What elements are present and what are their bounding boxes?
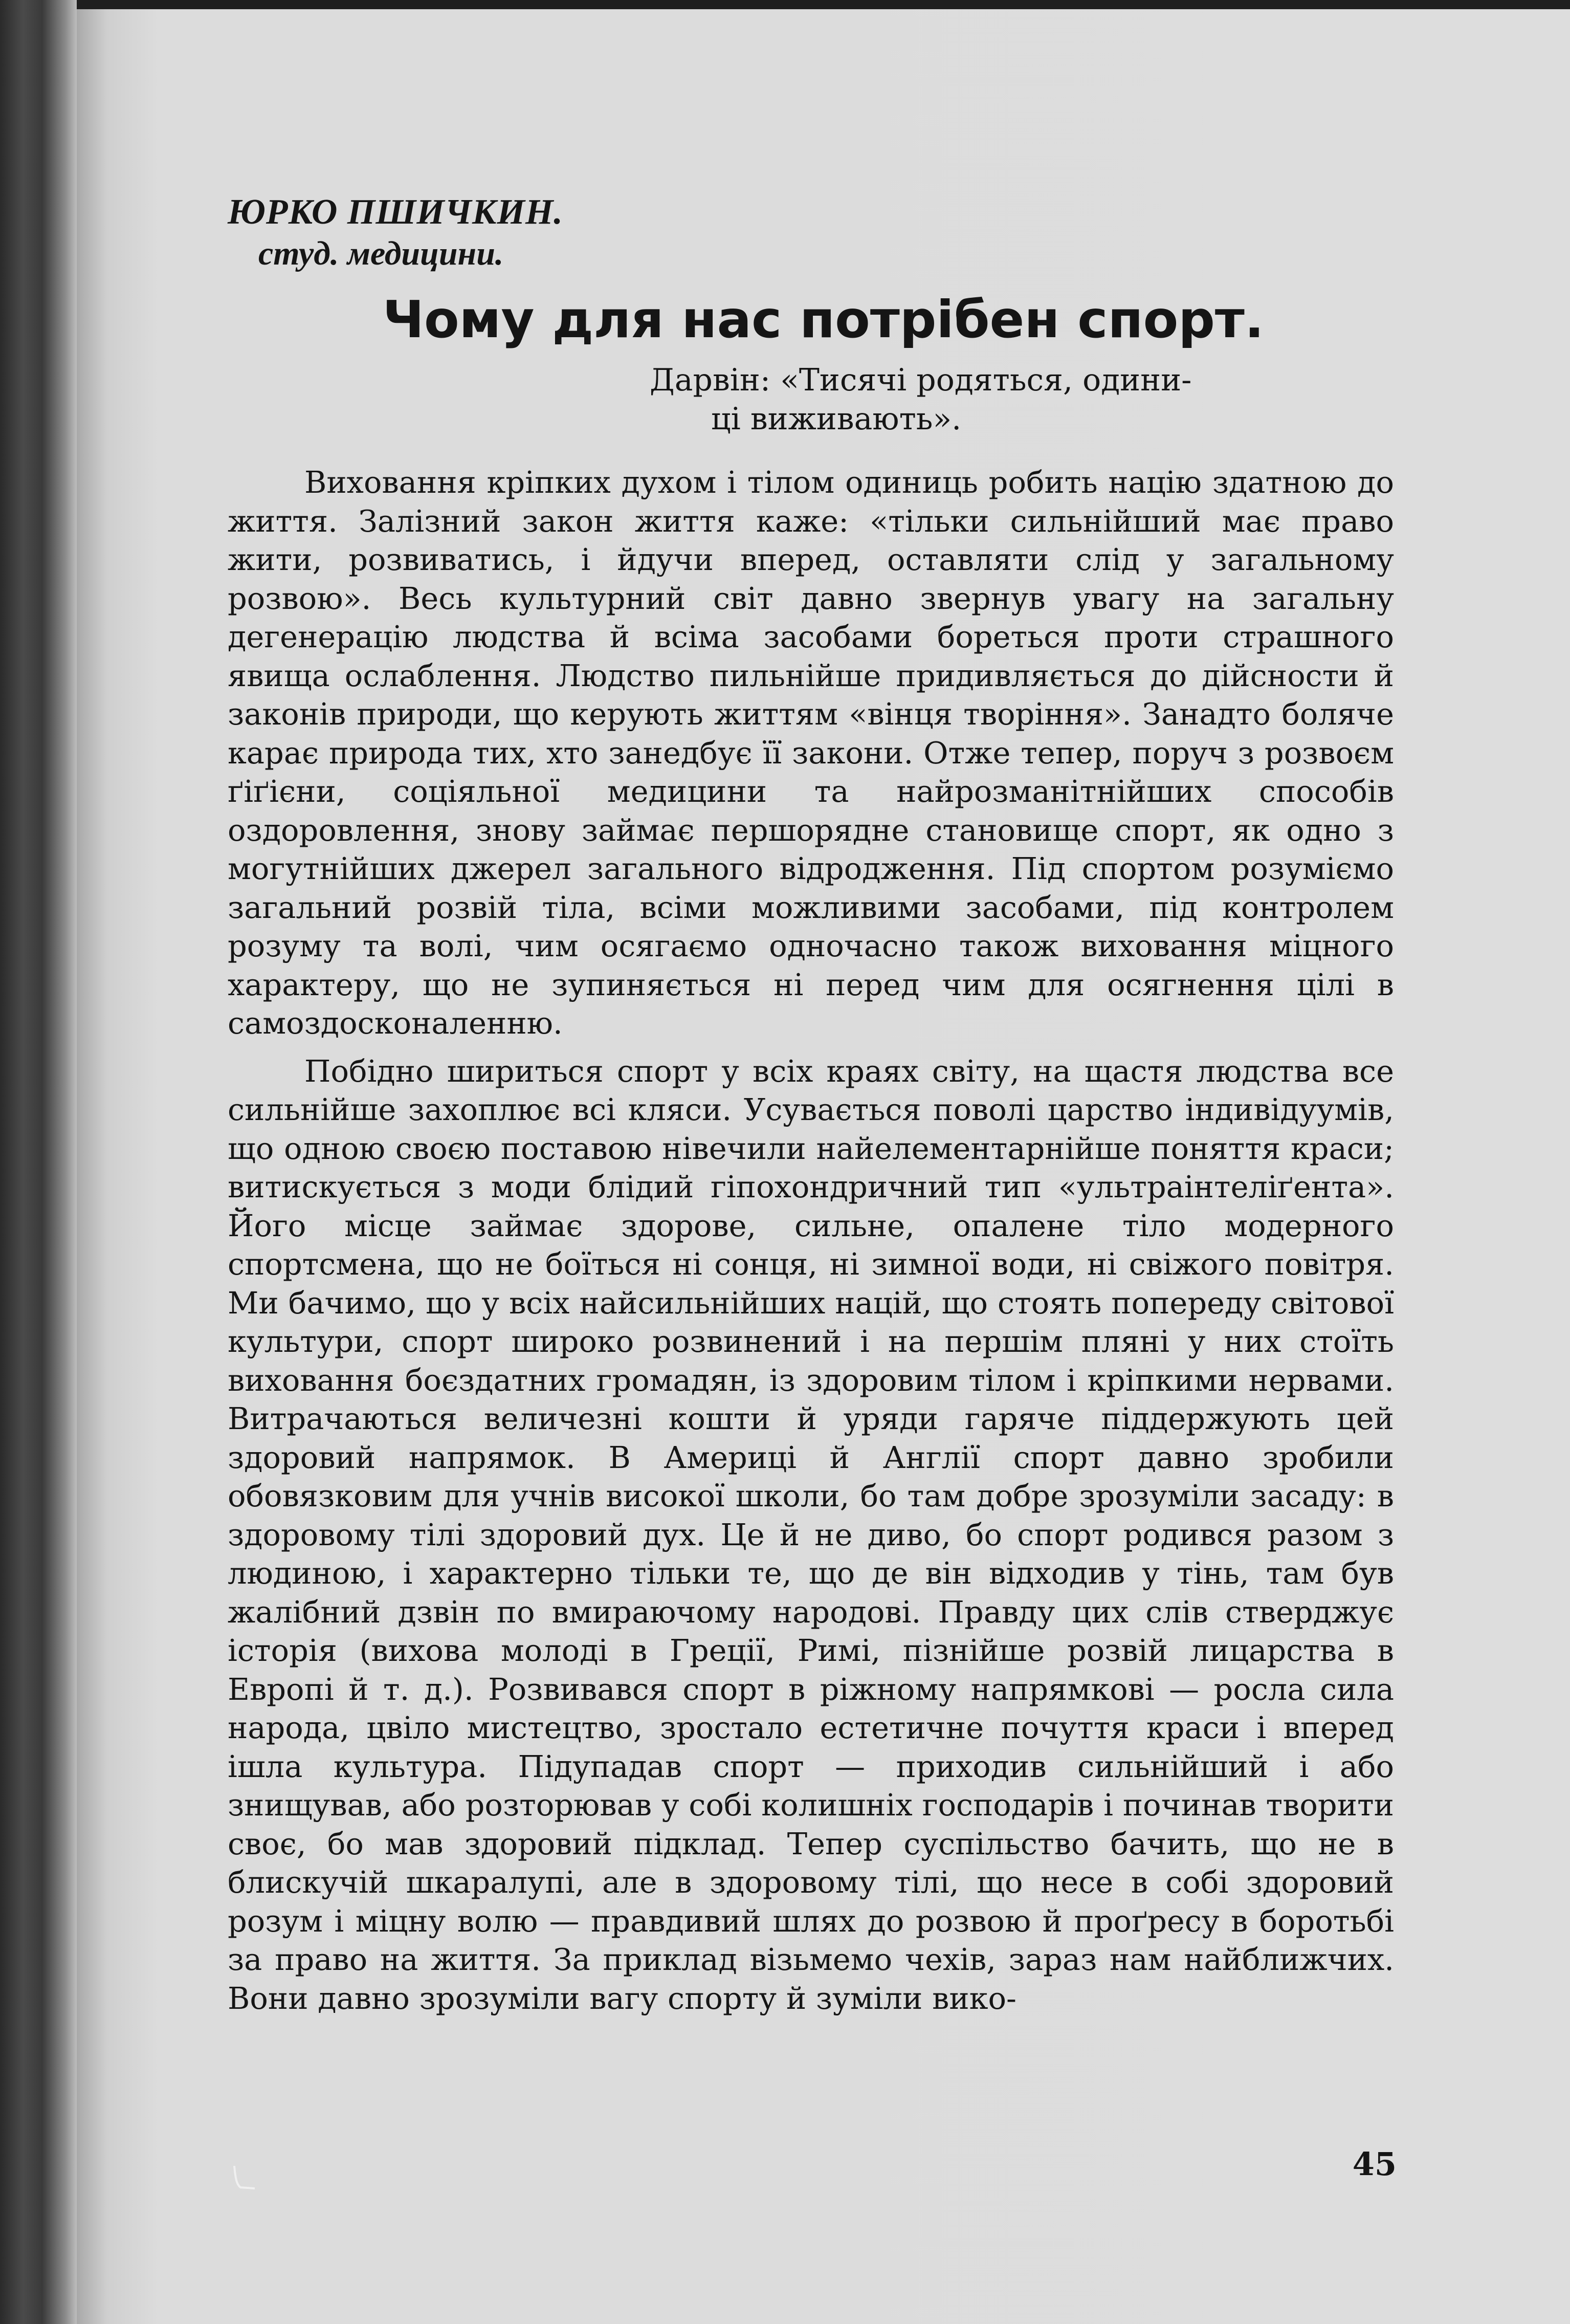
author-name: ЮРКО ПШИЧКИН. <box>228 192 563 232</box>
pencil-mark-icon <box>230 2162 261 2193</box>
book-spine-shadow <box>0 0 77 2324</box>
page-number: 45 <box>1352 2145 1397 2183</box>
paragraph-2: Побідно шириться спорт у всіх краях світу, на щастя людства все сильнійше захоплює всі кляси. Усувається поволі царство індивідуумів, що одною своєю поставою нівечили найелементарнійше поняття краси; витискується з моди блідий гіпохондричний тип «ультраінтеліґента». Його місце займає здорове, сильне, опалене тіло модерного спортсмена, що не боїться ні сонця, ні зимної води, ні свіжого повітря. Ми бачимо, що у всіх найсильнійших націй, що стоять попереду світової культури, спорт широко розвинений і на першім пляні у них стоїть виховання боєздатних громадян, із здоровим тілом і кріпкими нервами. Витрачаються величезні кошти й уряди гаряче піддержують цей здоровий напрямок. В Америці й Англії спорт давно зробили обовязковим для учнів високої школи, бо там добре зрозуміли засаду: в здоровому тілі здоровий дух. Це й не диво, бо спорт родився разом з людиною, і характерно тільки те, що де він відходив у тінь, там був жалібний дзвін по вмираючому народові. Правду цих слів стверджує історія (вихова молоді в Греції, Римі, пізнійше розвій лицарства в Европі й т. д.). Розвивався спорт в ріжному напрямкові — росла сила народа, цвіло мистецтво, зростало естетичне почуття краси і вперед ішла культура. Підупадав спорт — приходив сильнійший і або знищував, або розторював у собі колишніх господарів і починав творити своє, бо мав здоровий підклад. Тепер суспільство бачить, що не в блискучій шкаралупі, але в здоровому тілі, що несе в собі здоровий розум і міцну волю — правдивий шлях до розвою й проґресу в боротьбі за право на життя. За приклад візьмемо чехів, зараз нам найближчих. Вони давно зрозуміли вагу спорту й зуміли вико- <box>228 1053 1394 2016</box>
article-body <box>228 463 1394 2027</box>
article-title: Чому для нас потрібен спорт. <box>383 290 1264 349</box>
epigraph-line-1: Дарвін: «Тисячі родяться, одини- <box>650 362 1192 398</box>
page-content <box>77 0 1570 2324</box>
paragraph-1: Виховання кріпких духом і тілом одиниць робить націю здатною до життя. Залізний закон життя каже: «тільки сильнійший має право жити, розвиватись, і йдучи вперед, оставляти слід у загальному розвою». Весь культурний світ давно звернув увагу на загальну дегенерацію людства й всіма засобами бореться проти страшного явища ослаблення. Людство пильнійше придивляється до дійсности й законів природи, що керують життям «вінця творіння». Занадто боляче карає природа тих, хто занедбує її закони. Отже тепер, поруч з розвоєм ґіґієни, соціяльної медицини та найрозманітнійших способів оздоровлення, знову займає першорядне становище спорт, як одно з могутнійших джерел загального відродження. Під спортом розуміємо загальний розвій тіла, всіми можливими засобами, під контролем розуму та волі, чим осягаємо одночасно також виховання міцного характеру, що не зупиняється ні перед чим для осягнення цілі в самоздосконаленню. <box>228 465 1394 1041</box>
epigraph-line-2: ці виживають». <box>711 401 962 437</box>
epigraph <box>650 361 1394 439</box>
author-affiliation: студ. медицини. <box>258 235 504 272</box>
